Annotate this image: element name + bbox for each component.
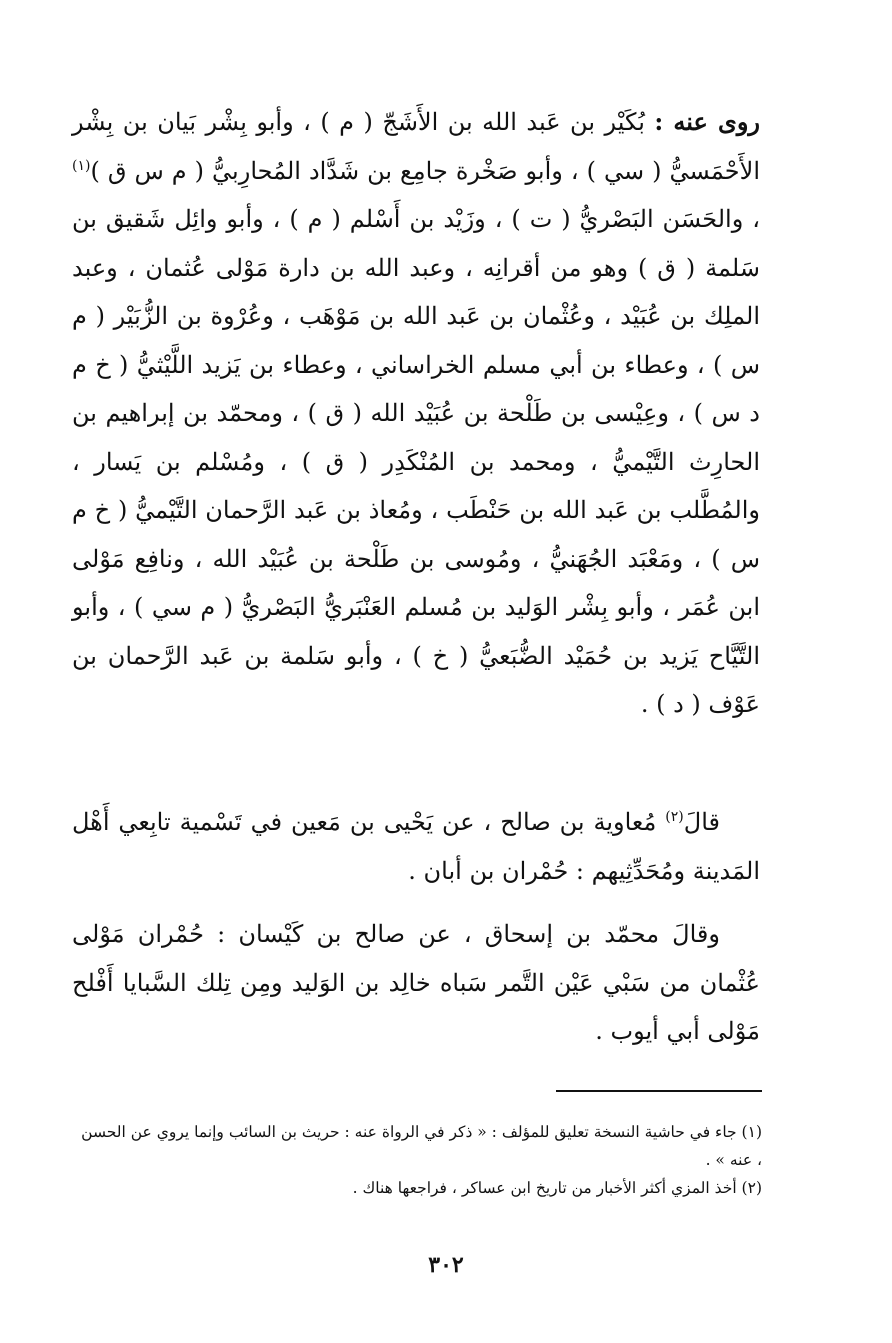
narrators-list-part-2: ، والحَسَن البَصْريُّ ( ت ) ، وزَيْد بن أَسْلم ( م ) ، وأبو وائِل شَقيق بن سَلمة ( ق ) وهو من أقرانِه ، وعبد الله بن دارة مَوْلى عُثمان ، وعبد الملِك بن عُبَيْد ، وعُثْمان بن عَبد الله بن مَوْهَب ، وعُرْوة بن الزُّبَيْر ( م س ) ، وعطاء بن أبي مسلم الخراساني ، وعطاء بن يَزيد اللَّيْثيُّ ( خ م د س ) ، وعِيْسى بن طَلْحة بن عُبَيْد الله ( ق ) ، ومحمّد بن إبراهيم بن الحارِث التَّيْميُّ ، ومحمد بن المُنْكَدِر ( ق ) ، ومُسْلم بن يَسار ، والمُطَّلب بن عَبد الله بن حَنْطَب ، ومُعاذ بن عَبد الرَّحمان التَّيْميُّ ( خ م س ) ، ومَعْبَد الجُهَنيُّ ، ومُوسى بن طَلْحة بن عُبَيْد الله ، ونافِع مَوْلى ابن عُمَر ، وأبو بِشْر الوَليد بن مُسلم العَنْبَريُّ البَصْريُّ ( م سي ) ، وأبو التَّيَّاح يَزيد بن حُمَيْد الضُّبَعيُّ ( خ ) ، وأبو سَلمة بن عَبد الرَّحمان بن عَوْف ( د ) . <box>72 205 760 718</box>
page-number: ٣٠٢ <box>428 1252 464 1278</box>
quote-paragraph-ibn-maein <box>72 798 760 895</box>
quote-text: مُعاوية بن صالح ، عن يَحْيى بن مَعين في تَسْمية تابِعي أَهْل المَدينة ومُحَدِّثِيهم : حُمْران بن أبان . <box>72 808 760 885</box>
quote-verb: قالَ <box>683 808 720 836</box>
quote-paragraph-ibn-ishaq <box>72 910 760 1056</box>
footnote-2: (٢) أخذ المزي أكثر الأخبار من تاريخ ابن عساكر ، فراجعها هناك . <box>352 1179 762 1197</box>
quote-text: وقالَ محمّد بن إسحاق ، عن صالح بن كَيْسان : حُمْران مَوْلى عُثْمان من سَبْي عَيْن التَّمر سَباه خالِد بن الوَليد ومِن تِلك السَّبايا أَفْلح مَوْلى أبي أيوب . <box>72 920 760 1045</box>
footnotes <box>72 1118 762 1202</box>
paragraph-lead: روى عنه : <box>654 107 760 136</box>
narrators-list-part-1: بُكَيْر بن عَبد الله بن الأَشَجّ ( م ) ، وأبو بِشْر بَيان بن بِشْر الأَحْمَسيُّ ( سي ) ، وأبو صَخْرة جامِع بن شَدَّاد المُحارِبيُّ ( م س ق ) <box>72 108 760 185</box>
footnote-ref-1[interactable]: (١) <box>72 157 91 174</box>
narrators-paragraph <box>72 98 760 729</box>
footnote-ref-2[interactable]: (٢) <box>665 809 684 825</box>
footnote-1: (١) جاء في حاشية النسخة تعليق للمؤلف : « ذكر في الرواة عنه : حريث بن السائب وإنما يروي عن الحسن ، عنه » . <box>81 1123 762 1169</box>
footnote-separator <box>556 1090 762 1092</box>
